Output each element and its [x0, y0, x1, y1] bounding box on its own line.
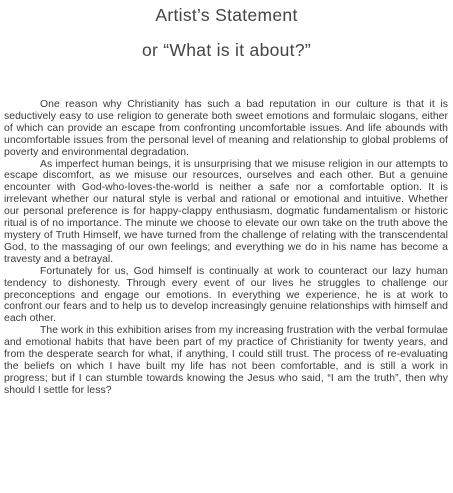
page-subtitle: or “What is it about?” [141, 40, 312, 60]
statement-paragraph: One reason why Christianity has such a bad reputation in our culture is that it is seductively easy to use religion to generate both sweet emotions and formulaic slogans, either of which can provide an escape from confronting uncomfortable issues. And life abounds with uncomfortable issues from the personal level of meaning and relationship to global problems of poverty and environmental degradation. [4, 99, 448, 158]
page-title: Artist’s Statement [155, 5, 298, 25]
statement-paragraph: The work in this exhibition arises from my increasing frustration with the verbal formulae and emotional habits that have been part of my practice of Christianity for twenty years, and from the desperate search for what, if anything, I could still trust. The process of re-evaluating the beliefs on which I have built my life has not been comfortable, and is still a work in progress; but if I can stumble towards knowing the Jesus who said, “I am the truth”, then why should I settle for less? [4, 325, 448, 396]
statement-paragraph: As imperfect human beings, it is unsurprising that we misuse religion in our attempts to escape discomfort, as we misuse our resources, ourselves and each other. But a genuine encounter with God-who-loves-the-world is neither a safe nor a comfortable option. It is irrelevant whether our natural style is verbal and rational or emotional and intuitive. Whether our personal preference is for happy-clappy enthusiasm, dogmatic fundamentalism or historic ritual is of no importance. The minute we choose to elevate our own take on the truth above the mystery of Truth Himself, we have turned from the challenge of relating with the transcendental God, to the massaging of our own feelings; and everything we do in his name has become a travesty and a betrayal. [4, 158, 448, 265]
statement-paragraph: Fortunately for us, God himself is continually at work to counteract our lazy human tendency to dishonesty. Through every event of our lives he struggles to challenge our preconceptions and engage our emotions. In everything we experience, he is at work to confront our fears and to help us to develop increasingly genuine relationships with himself and each other. [4, 265, 448, 325]
statement-body [4, 99, 448, 397]
